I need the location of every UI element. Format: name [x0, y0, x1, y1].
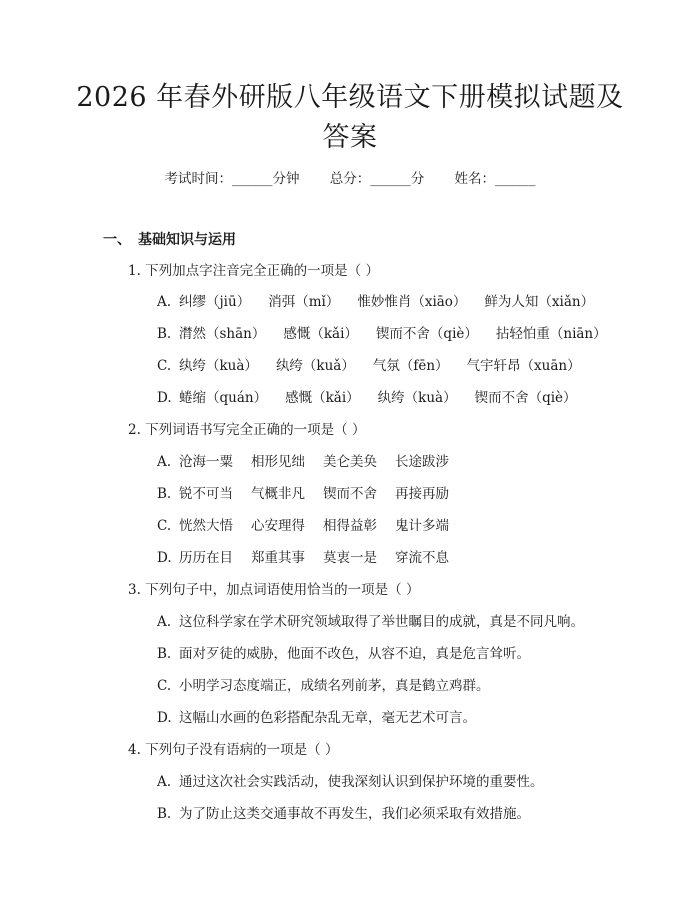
option-letter: A.	[157, 614, 172, 630]
option-item: 长途跋涉	[395, 454, 449, 470]
section-number: 一、	[103, 232, 131, 248]
option-item: 锲而不舍	[323, 486, 377, 502]
option-row	[157, 708, 476, 728]
title-line-1: 2026 年春外研版八年级语文下册模拟试题及	[76, 82, 624, 113]
option-item: 消弭（mǐ）	[268, 294, 340, 310]
option-item: 美仑美奂	[323, 454, 377, 470]
option-row	[157, 292, 612, 312]
option-item: 恍然大悟	[179, 518, 233, 534]
option-item: 莫衷一是	[323, 550, 377, 566]
option-item: 历历在目	[179, 550, 233, 566]
option-item: 惟妙惟肖（xiāo）	[357, 294, 467, 310]
document-title	[60, 78, 640, 158]
option-row	[157, 324, 625, 344]
section-heading	[103, 230, 236, 250]
option-letter: D.	[157, 390, 172, 406]
option-item: 面对歹徒的威胁，他面不改色，从容不迫，真是危言耸听。	[179, 646, 530, 662]
option-item: 气氛（fēn）	[372, 358, 449, 374]
option-item: 心安理得	[251, 518, 305, 534]
option-row	[157, 804, 530, 824]
option-letter: A.	[157, 454, 172, 470]
option-row	[157, 644, 530, 664]
option-letter: B.	[157, 646, 172, 662]
option-item: 感慨（kǎi）	[283, 326, 358, 342]
question-stem: 3. 下列句子中，加点词语使用恰当的一项是（ ）	[128, 582, 420, 598]
option-item: 郑重其事	[251, 550, 305, 566]
option-item: 纨绔（kuǎ）	[275, 358, 355, 374]
option-item: 纠缪（jiū）	[179, 294, 251, 310]
option-item: 再接再励	[395, 486, 449, 502]
option-item: 纨绔（kuà）	[179, 358, 258, 374]
option-row	[157, 484, 467, 504]
option-item: 潸然（shān）	[179, 326, 266, 342]
option-item: 相形见绌	[251, 454, 305, 470]
option-item: 这位科学家在学术研究领域取得了举世瞩目的成就，真是不同凡响。	[179, 614, 584, 630]
option-row	[157, 388, 595, 408]
option-item: 穿流不息	[395, 550, 449, 566]
option-item: 感慨（kǎi）	[285, 390, 360, 406]
option-letter: B.	[157, 326, 172, 342]
option-row	[157, 452, 467, 472]
exam-time: 考试时间：______分钟	[164, 171, 300, 187]
option-item: 沧海一粟	[179, 454, 233, 470]
option-item: 通过这次社会实践活动，使我深刻认识到保护环境的重要性。	[179, 774, 544, 790]
option-row	[157, 516, 467, 536]
option-letter: B.	[157, 486, 172, 502]
option-item: 纨绔（kuà）	[377, 390, 457, 406]
option-item: 蜷缩（quán）	[179, 390, 268, 406]
option-item: 气概非凡	[251, 486, 305, 502]
option-item: 这幅山水画的色彩搭配杂乱无章，毫无艺术可言。	[179, 710, 476, 726]
option-item: 为了防止这类交通事故不再发生，我们必须采取有效措施。	[179, 806, 530, 822]
question-stem: 2. 下列词语书写完全正确的一项是（ ）	[128, 422, 366, 438]
option-letter: A.	[157, 294, 172, 310]
section-title: 基础知识与运用	[138, 232, 236, 248]
option-letter: C.	[157, 358, 172, 374]
option-letter: B.	[157, 806, 172, 822]
option-item: 小明学习态度端正，成绩名列前茅，真是鹤立鸡群。	[179, 678, 490, 694]
option-letter: D.	[157, 550, 172, 566]
option-row	[157, 772, 544, 792]
option-item: 锲而不舍（qiè）	[474, 390, 577, 406]
option-row	[157, 356, 599, 376]
option-row	[157, 612, 584, 632]
option-letter: A.	[157, 774, 172, 790]
option-item: 锐不可当	[179, 486, 233, 502]
option-row	[157, 676, 490, 696]
option-letter: C.	[157, 518, 172, 534]
option-item: 气宇轩昂（xuān）	[466, 358, 581, 374]
option-item: 拈轻怕重（niān）	[495, 326, 607, 342]
option-item: 锲而不舍（qiè）	[375, 326, 478, 342]
option-item: 鬼计多端	[395, 518, 449, 534]
option-row	[157, 548, 467, 568]
title-line-2: 答案	[322, 122, 378, 153]
student-name: 姓名：______	[454, 171, 536, 187]
question-stem: 1. 下列加点字注音完全正确的一项是（ ）	[128, 263, 379, 279]
option-item: 鲜为人知（xiǎn）	[484, 294, 595, 310]
exam-meta	[0, 169, 700, 189]
option-item: 相得益彰	[323, 518, 377, 534]
question-stem: 4. 下列句子没有语病的一项是（ ）	[128, 742, 339, 758]
option-letter: C.	[157, 678, 172, 694]
option-letter: D.	[157, 710, 172, 726]
exam-total-score: 总分：______分	[329, 171, 425, 187]
